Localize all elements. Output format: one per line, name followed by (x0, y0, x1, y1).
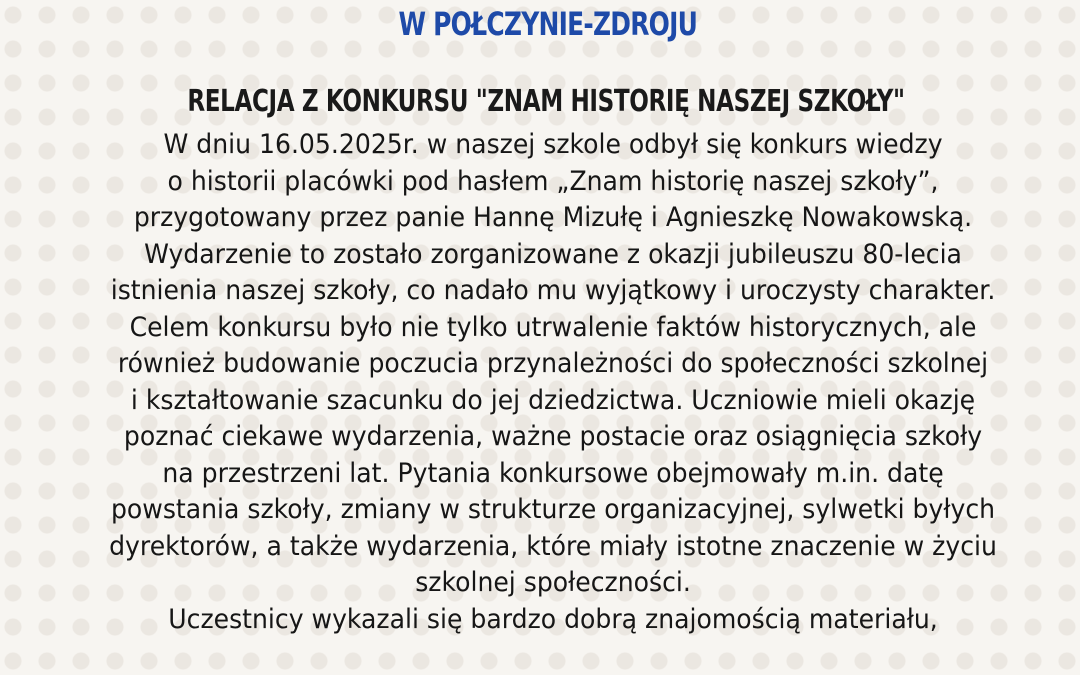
article-line: również budowanie poczucia przynależności do społeczności szkolnej (117, 348, 989, 379)
article-line: na przestrzeni lat. Pytania konkursowe obejmowały m.in. datę (162, 457, 944, 489)
article-line: szkolnej społeczności. (415, 567, 691, 598)
article-line: Celem konkursu było nie tylko utrwalenie faktów historycznych, ale (129, 311, 977, 343)
school-name-line: W POŁCZYNIE-ZDROJU (398, 5, 698, 43)
article-line: Wydarzenie to zostało zorganizowane z okazji jubileuszu 80-lecia (144, 238, 962, 270)
article-body (38, 127, 1068, 638)
article-line: istnienia naszej szkoły, co nadało mu wyjątkowy i uroczysty charakter. (110, 275, 996, 306)
article-line: poznać ciekawe wydarzenia, ważne postacie oraz osiągnięcia szkoły (123, 421, 983, 452)
page-title: RELACJA Z KONKURSU "ZNAM HISTORIĘ NASZEJ SZKOŁY" (187, 84, 905, 119)
article-line: przygotowany przez panie Hannę Mizułę i Agnieszkę Nowakowską. (133, 202, 973, 233)
article-line: Uczestnicy wykazali się bardzo dobrą znajomością materiału, (168, 603, 938, 635)
article-line: i kształtowanie szacunku do jej dziedzictwa. Uczniowie mieli okazję (130, 384, 976, 416)
article-line: powstania szkoły, zmiany w strukturze organizacyjnej, sylwetki byłych (110, 494, 996, 525)
article-line: W dniu 16.05.2025r. w naszej szkole odbył się konkurs wiedzy (163, 129, 943, 160)
article-line: dyrektorów, a także wydarzenia, które miały istotne znaczenie w życiu (109, 530, 997, 562)
article-line: o historii placówki pod hasłem „Znam historię naszej szkoły”, (167, 165, 939, 197)
